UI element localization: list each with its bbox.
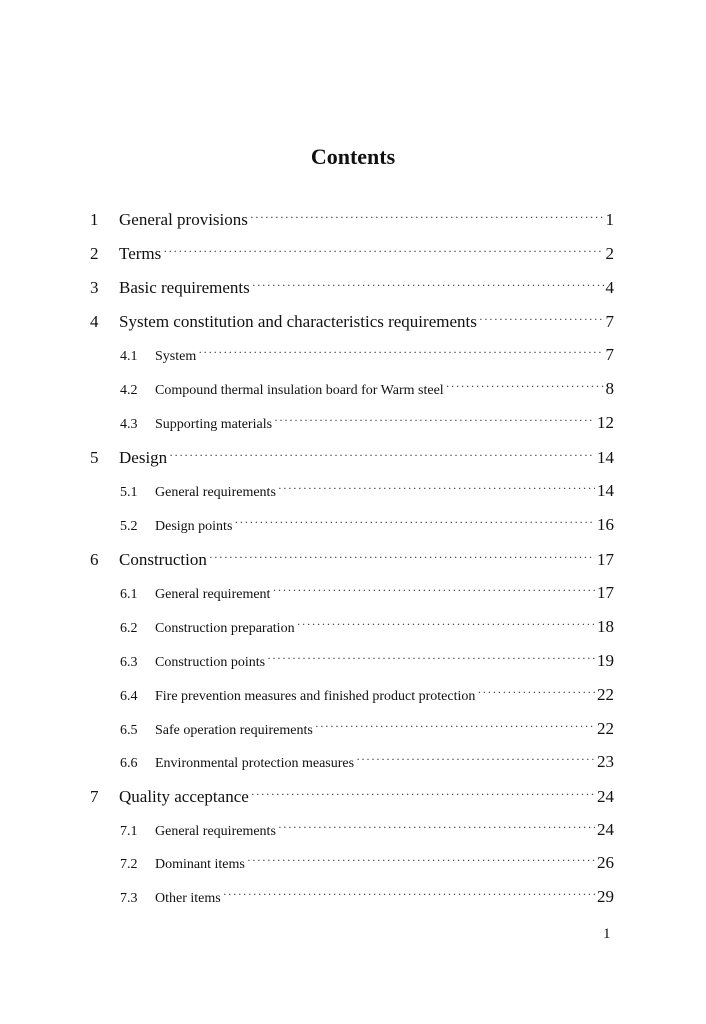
dot-leader [198, 346, 603, 360]
entry-number: 7.1 [120, 824, 138, 839]
dot-leader [251, 785, 595, 802]
entry-page: 1 [605, 210, 614, 229]
page-title: Contents [310, 144, 396, 169]
entry-number: 6.5 [120, 723, 138, 738]
entry-label: Other items [155, 891, 221, 906]
entry-label: Construction preparation [155, 621, 295, 636]
entry-label: Environmental protection measures [155, 756, 355, 771]
dot-leader [446, 380, 604, 394]
dot-leader [209, 548, 595, 565]
entry-number: 5 [90, 448, 99, 467]
footer-page-number: 1 [603, 926, 611, 942]
entry-page: 8 [605, 379, 614, 398]
entry-label: Terms [119, 244, 162, 263]
toc-entry[interactable] [90, 310, 614, 344]
entry-page: 4 [605, 278, 614, 297]
entry-number: 6.2 [120, 621, 138, 636]
entry-page: 14 [597, 448, 614, 467]
entry-page: 22 [597, 685, 614, 704]
entry-label: General provisions [119, 210, 248, 229]
entry-page: 29 [597, 887, 614, 906]
entry-number: 4.3 [120, 417, 138, 432]
entry-page: 19 [597, 651, 614, 670]
entry-number: 6.1 [120, 587, 138, 602]
toc-entry[interactable] [120, 752, 614, 786]
entry-page: 17 [597, 550, 614, 569]
entry-label: System [155, 349, 197, 364]
entry-number: 5.1 [120, 485, 138, 500]
entry-label: Dominant items [155, 857, 245, 872]
entry-label: Basic requirements [119, 278, 250, 297]
dot-leader [278, 821, 595, 835]
entry-label: Design [119, 448, 168, 467]
entry-page: 24 [597, 820, 614, 839]
toc-entry[interactable] [90, 446, 614, 480]
entry-label: Supporting materials [155, 417, 273, 432]
entry-number: 4 [90, 312, 99, 331]
toc-entry[interactable] [90, 548, 614, 582]
toc-entry[interactable] [120, 887, 614, 921]
toc-entry[interactable] [120, 583, 614, 617]
dot-leader [315, 720, 595, 734]
entry-page: 16 [597, 515, 614, 534]
dot-leader [223, 888, 595, 902]
entry-number: 6 [90, 550, 99, 569]
entry-label: Construction points [155, 655, 266, 670]
entry-label: General requirements [155, 824, 276, 839]
toc-entry[interactable] [120, 481, 614, 515]
entry-number: 7.2 [120, 857, 138, 872]
dot-leader [234, 516, 595, 530]
dot-leader [272, 584, 595, 598]
entry-page: 26 [597, 853, 614, 872]
toc-entry[interactable] [120, 719, 614, 753]
entry-number: 7.3 [120, 891, 138, 906]
entry-page: 22 [597, 719, 614, 738]
dot-leader [297, 618, 595, 632]
entry-label: Quality acceptance [119, 787, 249, 806]
entry-page: 7 [605, 345, 614, 364]
toc-entry[interactable] [90, 785, 614, 819]
dot-leader [169, 446, 595, 463]
dot-leader [477, 686, 595, 700]
dot-leader [250, 208, 604, 225]
entry-number: 6.3 [120, 655, 138, 670]
toc-entry[interactable] [120, 651, 614, 685]
entry-label: System constitution and characteristics requirements [119, 312, 477, 331]
toc-entry[interactable] [120, 413, 614, 447]
dot-leader [274, 414, 595, 428]
entry-number: 5.2 [120, 519, 138, 534]
entry-page: 7 [605, 312, 614, 331]
dot-leader [267, 652, 595, 666]
toc-entry[interactable] [120, 515, 614, 549]
dot-leader [479, 310, 604, 327]
toc-entry[interactable] [120, 345, 614, 379]
entry-number: 4.1 [120, 349, 138, 364]
entry-label: Compound thermal insulation board for Warm steel [155, 383, 444, 398]
entry-label: Fire prevention measures and finished product protection [155, 689, 476, 704]
toc-entry[interactable] [120, 820, 614, 854]
entry-page: 23 [597, 752, 614, 771]
dot-leader [247, 854, 595, 868]
entry-label: Safe operation requirements [155, 723, 313, 738]
entry-number: 4.2 [120, 383, 138, 398]
dot-leader [163, 242, 603, 259]
dot-leader [252, 276, 604, 293]
entry-page: 12 [597, 413, 614, 432]
entry-page: 2 [605, 244, 614, 263]
toc-entry[interactable] [90, 276, 614, 310]
entry-label: General requirements [155, 485, 276, 500]
entry-label: General requirement [155, 587, 271, 602]
toc-entry[interactable] [120, 379, 614, 413]
entry-number: 2 [90, 244, 99, 263]
entry-page: 17 [597, 583, 614, 602]
entry-number: 7 [90, 787, 99, 806]
dot-leader [356, 753, 595, 767]
dot-leader [278, 482, 595, 496]
entry-number: 1 [90, 210, 99, 229]
toc-entry[interactable] [120, 685, 614, 719]
entry-page: 24 [597, 787, 614, 806]
toc-entry[interactable] [90, 242, 614, 276]
entry-number: 6.4 [120, 689, 138, 704]
entry-label: Construction [119, 550, 207, 569]
entry-page: 18 [597, 617, 614, 636]
entry-label: Design points [155, 519, 233, 534]
entry-number: 3 [90, 278, 99, 297]
toc-entry[interactable] [90, 208, 614, 242]
entry-page: 14 [597, 481, 614, 500]
toc-entry[interactable] [120, 853, 614, 887]
entry-number: 6.6 [120, 756, 138, 771]
toc-entry[interactable] [120, 617, 614, 651]
